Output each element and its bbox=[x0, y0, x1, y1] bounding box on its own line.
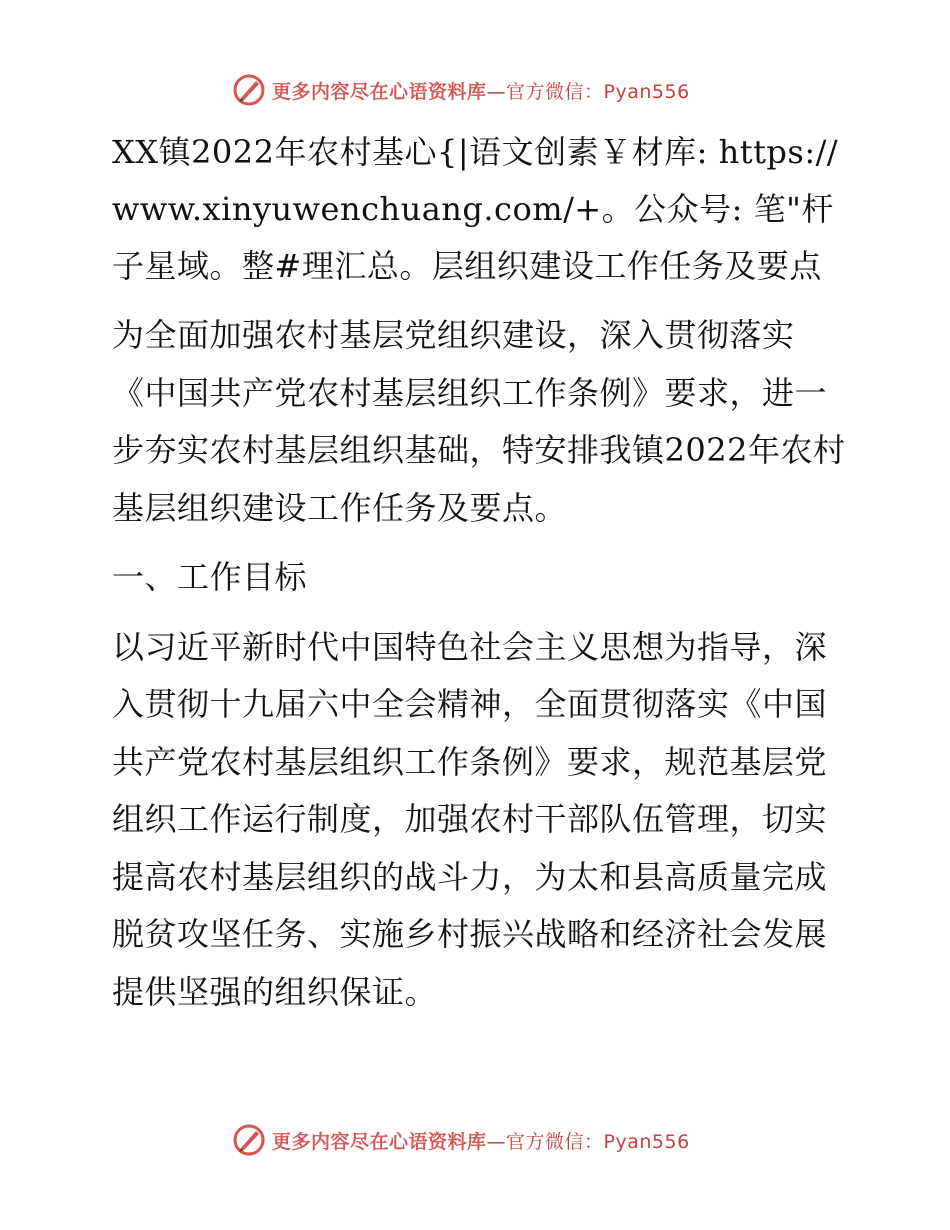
watermark-text bbox=[272, 77, 690, 104]
document-title: XX镇2022年农村基心{|语文创素￥材库: https://www.xinyuwenchuang.com/+。公众号: 笔"杆子星域。整#理汇总。层组织建设工作任务及要点 bbox=[112, 133, 839, 285]
watermark-brand: 更多内容尽在心语资料库 bbox=[272, 1130, 487, 1153]
watermark-separator: — bbox=[486, 80, 507, 103]
quill-logo-icon bbox=[232, 73, 266, 107]
paragraph-goals: 以习近平新时代中国特色社会主义思想为指导，深入贯彻十九届六中全会精神，全面贯彻落实《中国共产党农村基层组织工作条例》要求，规范基层党组织工作运行制度，加强农村干部队伍管理，切实提高农村基层组织的战斗力，为太和县高质量完成脱贫攻坚任务、实施乡村振兴战略和经济社会发展提供坚强的组织保证。 bbox=[112, 627, 828, 1011]
watermark-text bbox=[272, 1127, 690, 1154]
footer-watermark bbox=[232, 1122, 690, 1158]
watermark-separator: — bbox=[486, 1130, 507, 1153]
watermark-wechat: 官方微信：Pyan556 bbox=[506, 1130, 690, 1153]
section-heading-goals: 一、工作目标 bbox=[112, 558, 308, 596]
watermark-wechat: 官方微信：Pyan556 bbox=[506, 80, 690, 103]
document-body bbox=[98, 124, 858, 1033]
quill-logo-icon bbox=[232, 1123, 266, 1157]
watermark-brand: 更多内容尽在心语资料库 bbox=[272, 80, 487, 103]
header-watermark bbox=[232, 72, 690, 108]
paragraph-intro: 为全面加强农村基层党组织建设，深入贯彻落实《中国共产党农村基层组织工作条例》要求，进一步夯实农村基层组织基础，特安排我镇2022年农村基层组织建设工作任务及要点。 bbox=[112, 316, 846, 527]
